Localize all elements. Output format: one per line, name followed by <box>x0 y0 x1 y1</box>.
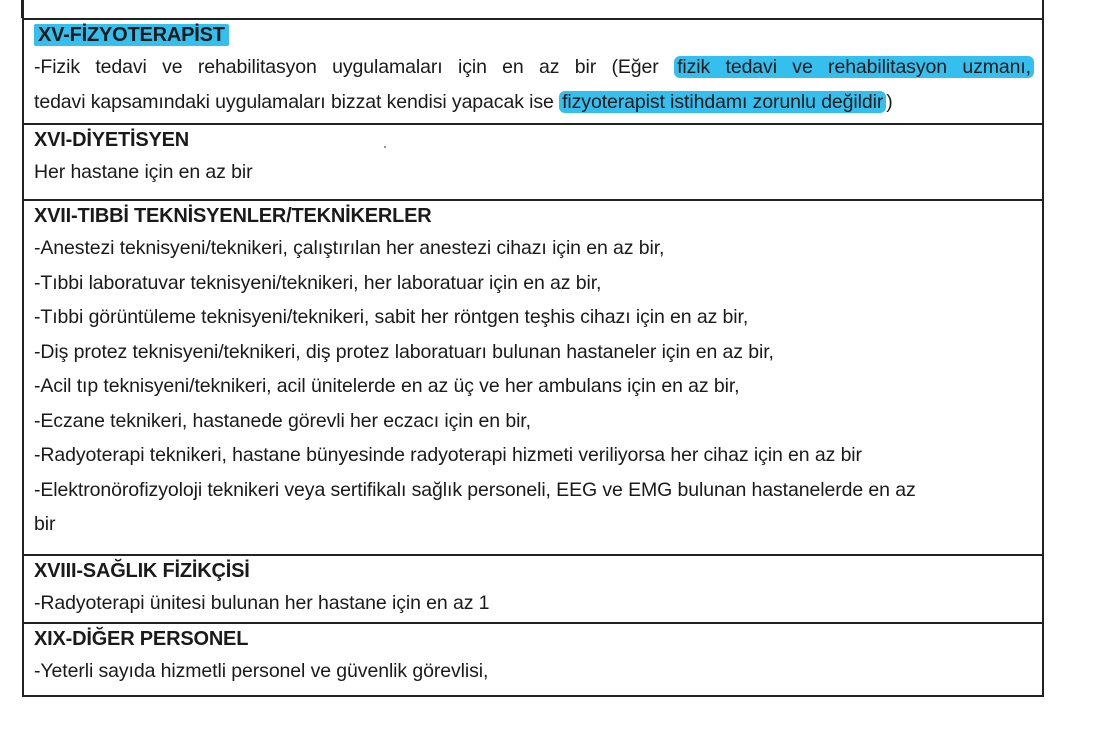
body-line: -Tıbbi laboratuvar teknisyeni/teknikeri, her laboratuar için en az bir, <box>34 271 602 294</box>
section-heading: XVII-TIBBİ TEKNİSYENLER/TEKNİKERLER <box>34 205 432 227</box>
body-line: -Radyoterapi teknikeri, hastane bünyesinde radyoterapi hizmeti veriliyorsa her cihaz için en az bir <box>34 444 862 466</box>
section-tibbi-teknisyenler <box>24 199 1042 554</box>
body-line: -Diş protez teknisyeni/teknikeri, diş protez laboratuarı bulunan hastaneler için en az bir, <box>34 340 774 363</box>
body-line: bir <box>34 513 56 535</box>
body-line: -Radyoterapi ünitesi bulunan her hastane için en az 1 <box>34 592 490 614</box>
staffing-requirements-table <box>22 0 1044 697</box>
body-line: Her hastane için en az bir <box>34 161 253 183</box>
section-heading: XVI-DİYETİSYEN <box>34 129 190 151</box>
line-text: -Fizik tedavi ve rehabilitasyon uygulamaları için en az bir (Eğer <box>34 56 675 78</box>
body-line <box>34 50 1034 85</box>
section-fizyoterapist <box>24 18 1042 123</box>
section-heading <box>34 20 1042 50</box>
line-text: tedavi kapsamındaki uygulamaları bizzat kendisi yapacak ise <box>34 90 560 113</box>
body-line: -Anestezi teknisyeni/teknikeri, çalıştırılan her anestezi cihazı için en az bir, <box>34 237 665 259</box>
highlighted-text: fizyoterapist istihdamı zorunlu değildir <box>559 91 886 113</box>
body-line: -Eczane teknikeri, hastanede görevli her eczacı için en bir, <box>34 409 531 432</box>
body-line: -Tıbbi görüntüleme teknisyeni/teknikeri, sabit her röntgen teşhis cihazı için en az bir, <box>34 306 749 328</box>
section-heading: XVIII-SAĞLIK FİZİKÇİSİ <box>34 560 250 582</box>
heading-highlight: XV-FİZYOTERAPİST <box>34 24 229 46</box>
body-line <box>34 85 1042 120</box>
section-heading: XIX-DİĞER PERSONEL <box>34 628 249 650</box>
line-text: ) <box>886 90 893 113</box>
body-line: -Yeterli sayıda hizmetli personel ve güvenlik görevlisi, <box>34 660 489 682</box>
section-diyetisyen <box>24 123 1042 199</box>
section-saglik-fizikcisi <box>24 554 1042 622</box>
section-diger-personel <box>24 622 1042 697</box>
body-line: -Elektronörofizyoloji teknikeri veya sertifikalı sağlık personeli, EEG ve EMG bulunan hastanelerde en az <box>34 478 916 501</box>
highlighted-text: fizik tedavi ve rehabilitasyon uzmanı, <box>674 56 1034 78</box>
body-line: -Acil tıp teknisyeni/teknikeri, acil ünitelerde en az üç ve her ambulans için en az bir, <box>34 375 740 397</box>
